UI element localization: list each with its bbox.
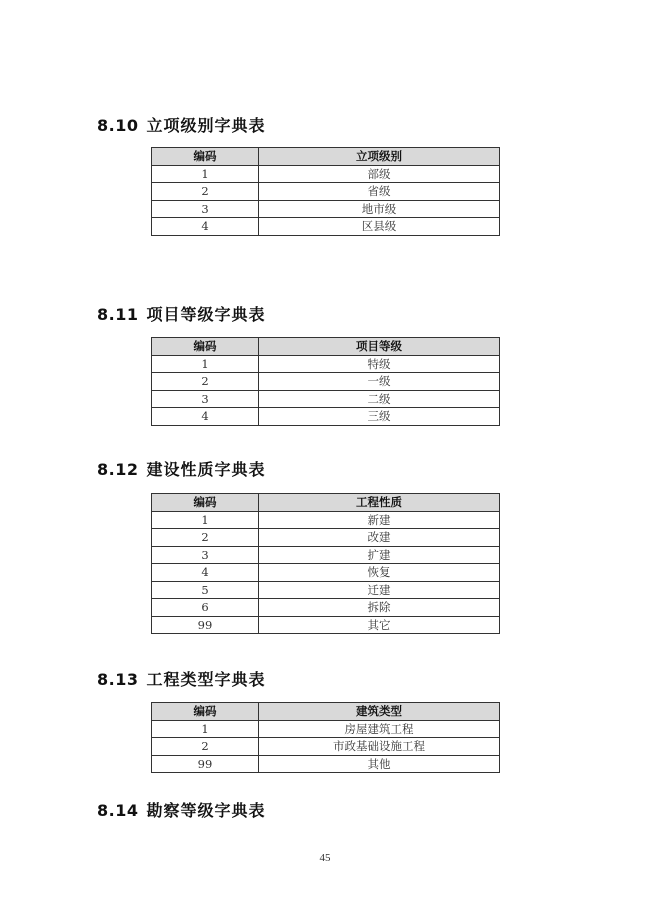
table-row bbox=[152, 720, 500, 738]
table-header-row bbox=[152, 494, 500, 512]
section-heading-8-13 bbox=[97, 670, 266, 690]
section-heading-8-11 bbox=[97, 305, 266, 325]
cell-value: 特级 bbox=[259, 355, 500, 373]
cell-code: 3 bbox=[152, 546, 259, 564]
cell-code: 2 bbox=[152, 738, 259, 756]
cell-value: 省级 bbox=[259, 183, 500, 201]
column-header-name: 立项级别 bbox=[259, 148, 500, 166]
table-row bbox=[152, 218, 500, 236]
column-header-name: 项目等级 bbox=[259, 338, 500, 356]
cell-value: 部级 bbox=[259, 165, 500, 183]
cell-value: 三级 bbox=[259, 408, 500, 426]
section-heading-8-12 bbox=[97, 460, 266, 480]
table-row bbox=[152, 546, 500, 564]
cell-code: 1 bbox=[152, 720, 259, 738]
cell-value: 拆除 bbox=[259, 599, 500, 617]
cell-value: 其它 bbox=[259, 616, 500, 634]
column-header-code: 编码 bbox=[152, 494, 259, 512]
cell-value: 市政基础设施工程 bbox=[259, 738, 500, 756]
cell-value: 一级 bbox=[259, 373, 500, 391]
cell-value: 房屋建筑工程 bbox=[259, 720, 500, 738]
table-row bbox=[152, 200, 500, 218]
table-row bbox=[152, 390, 500, 408]
cell-code: 4 bbox=[152, 218, 259, 236]
cell-value: 改建 bbox=[259, 529, 500, 547]
cell-code: 2 bbox=[152, 183, 259, 201]
cell-value: 扩建 bbox=[259, 546, 500, 564]
section-title: 项目等级字典表 bbox=[146, 305, 266, 324]
table-header-row bbox=[152, 338, 500, 356]
cell-code: 4 bbox=[152, 408, 259, 426]
page-number: 45 bbox=[319, 852, 331, 864]
section-number: 8.12 bbox=[97, 460, 139, 479]
table-row bbox=[152, 616, 500, 634]
section-number: 8.10 bbox=[97, 116, 139, 135]
table-header-row bbox=[152, 703, 500, 721]
cell-code: 4 bbox=[152, 564, 259, 582]
section-number: 8.13 bbox=[97, 670, 139, 689]
section-heading-8-10 bbox=[97, 116, 266, 136]
dict-table-project-grade bbox=[151, 337, 500, 426]
cell-value: 新建 bbox=[259, 511, 500, 529]
cell-code: 2 bbox=[152, 529, 259, 547]
column-header-name: 建筑类型 bbox=[259, 703, 500, 721]
cell-value: 区县级 bbox=[259, 218, 500, 236]
cell-value: 恢复 bbox=[259, 564, 500, 582]
dict-table-project-type bbox=[151, 702, 500, 773]
cell-code: 3 bbox=[152, 390, 259, 408]
cell-value: 迁建 bbox=[259, 581, 500, 599]
table-header-row bbox=[152, 148, 500, 166]
section-number: 8.11 bbox=[97, 305, 139, 324]
table-row bbox=[152, 373, 500, 391]
column-header-code: 编码 bbox=[152, 148, 259, 166]
column-header-code: 编码 bbox=[152, 338, 259, 356]
table-row bbox=[152, 755, 500, 773]
cell-value: 二级 bbox=[259, 390, 500, 408]
table-row bbox=[152, 581, 500, 599]
table-row bbox=[152, 165, 500, 183]
cell-code: 1 bbox=[152, 355, 259, 373]
table-row bbox=[152, 183, 500, 201]
table-row bbox=[152, 564, 500, 582]
cell-code: 1 bbox=[152, 165, 259, 183]
table-row bbox=[152, 738, 500, 756]
section-number: 8.14 bbox=[97, 801, 139, 820]
column-header-name: 工程性质 bbox=[259, 494, 500, 512]
dict-table-project-approval-level bbox=[151, 147, 500, 236]
section-title: 勘察等级字典表 bbox=[146, 801, 266, 820]
table-row bbox=[152, 408, 500, 426]
cell-code: 6 bbox=[152, 599, 259, 617]
cell-value: 其他 bbox=[259, 755, 500, 773]
column-header-code: 编码 bbox=[152, 703, 259, 721]
cell-code: 1 bbox=[152, 511, 259, 529]
section-title: 工程类型字典表 bbox=[146, 670, 266, 689]
section-title: 立项级别字典表 bbox=[146, 116, 266, 135]
cell-code: 99 bbox=[152, 616, 259, 634]
table-row bbox=[152, 511, 500, 529]
cell-code: 3 bbox=[152, 200, 259, 218]
cell-code: 99 bbox=[152, 755, 259, 773]
table-row bbox=[152, 529, 500, 547]
cell-code: 5 bbox=[152, 581, 259, 599]
section-title: 建设性质字典表 bbox=[146, 460, 266, 479]
section-heading-8-14 bbox=[97, 801, 266, 821]
cell-code: 2 bbox=[152, 373, 259, 391]
table-row bbox=[152, 599, 500, 617]
table-row bbox=[152, 355, 500, 373]
dict-table-construction-nature bbox=[151, 493, 500, 634]
cell-value: 地市级 bbox=[259, 200, 500, 218]
